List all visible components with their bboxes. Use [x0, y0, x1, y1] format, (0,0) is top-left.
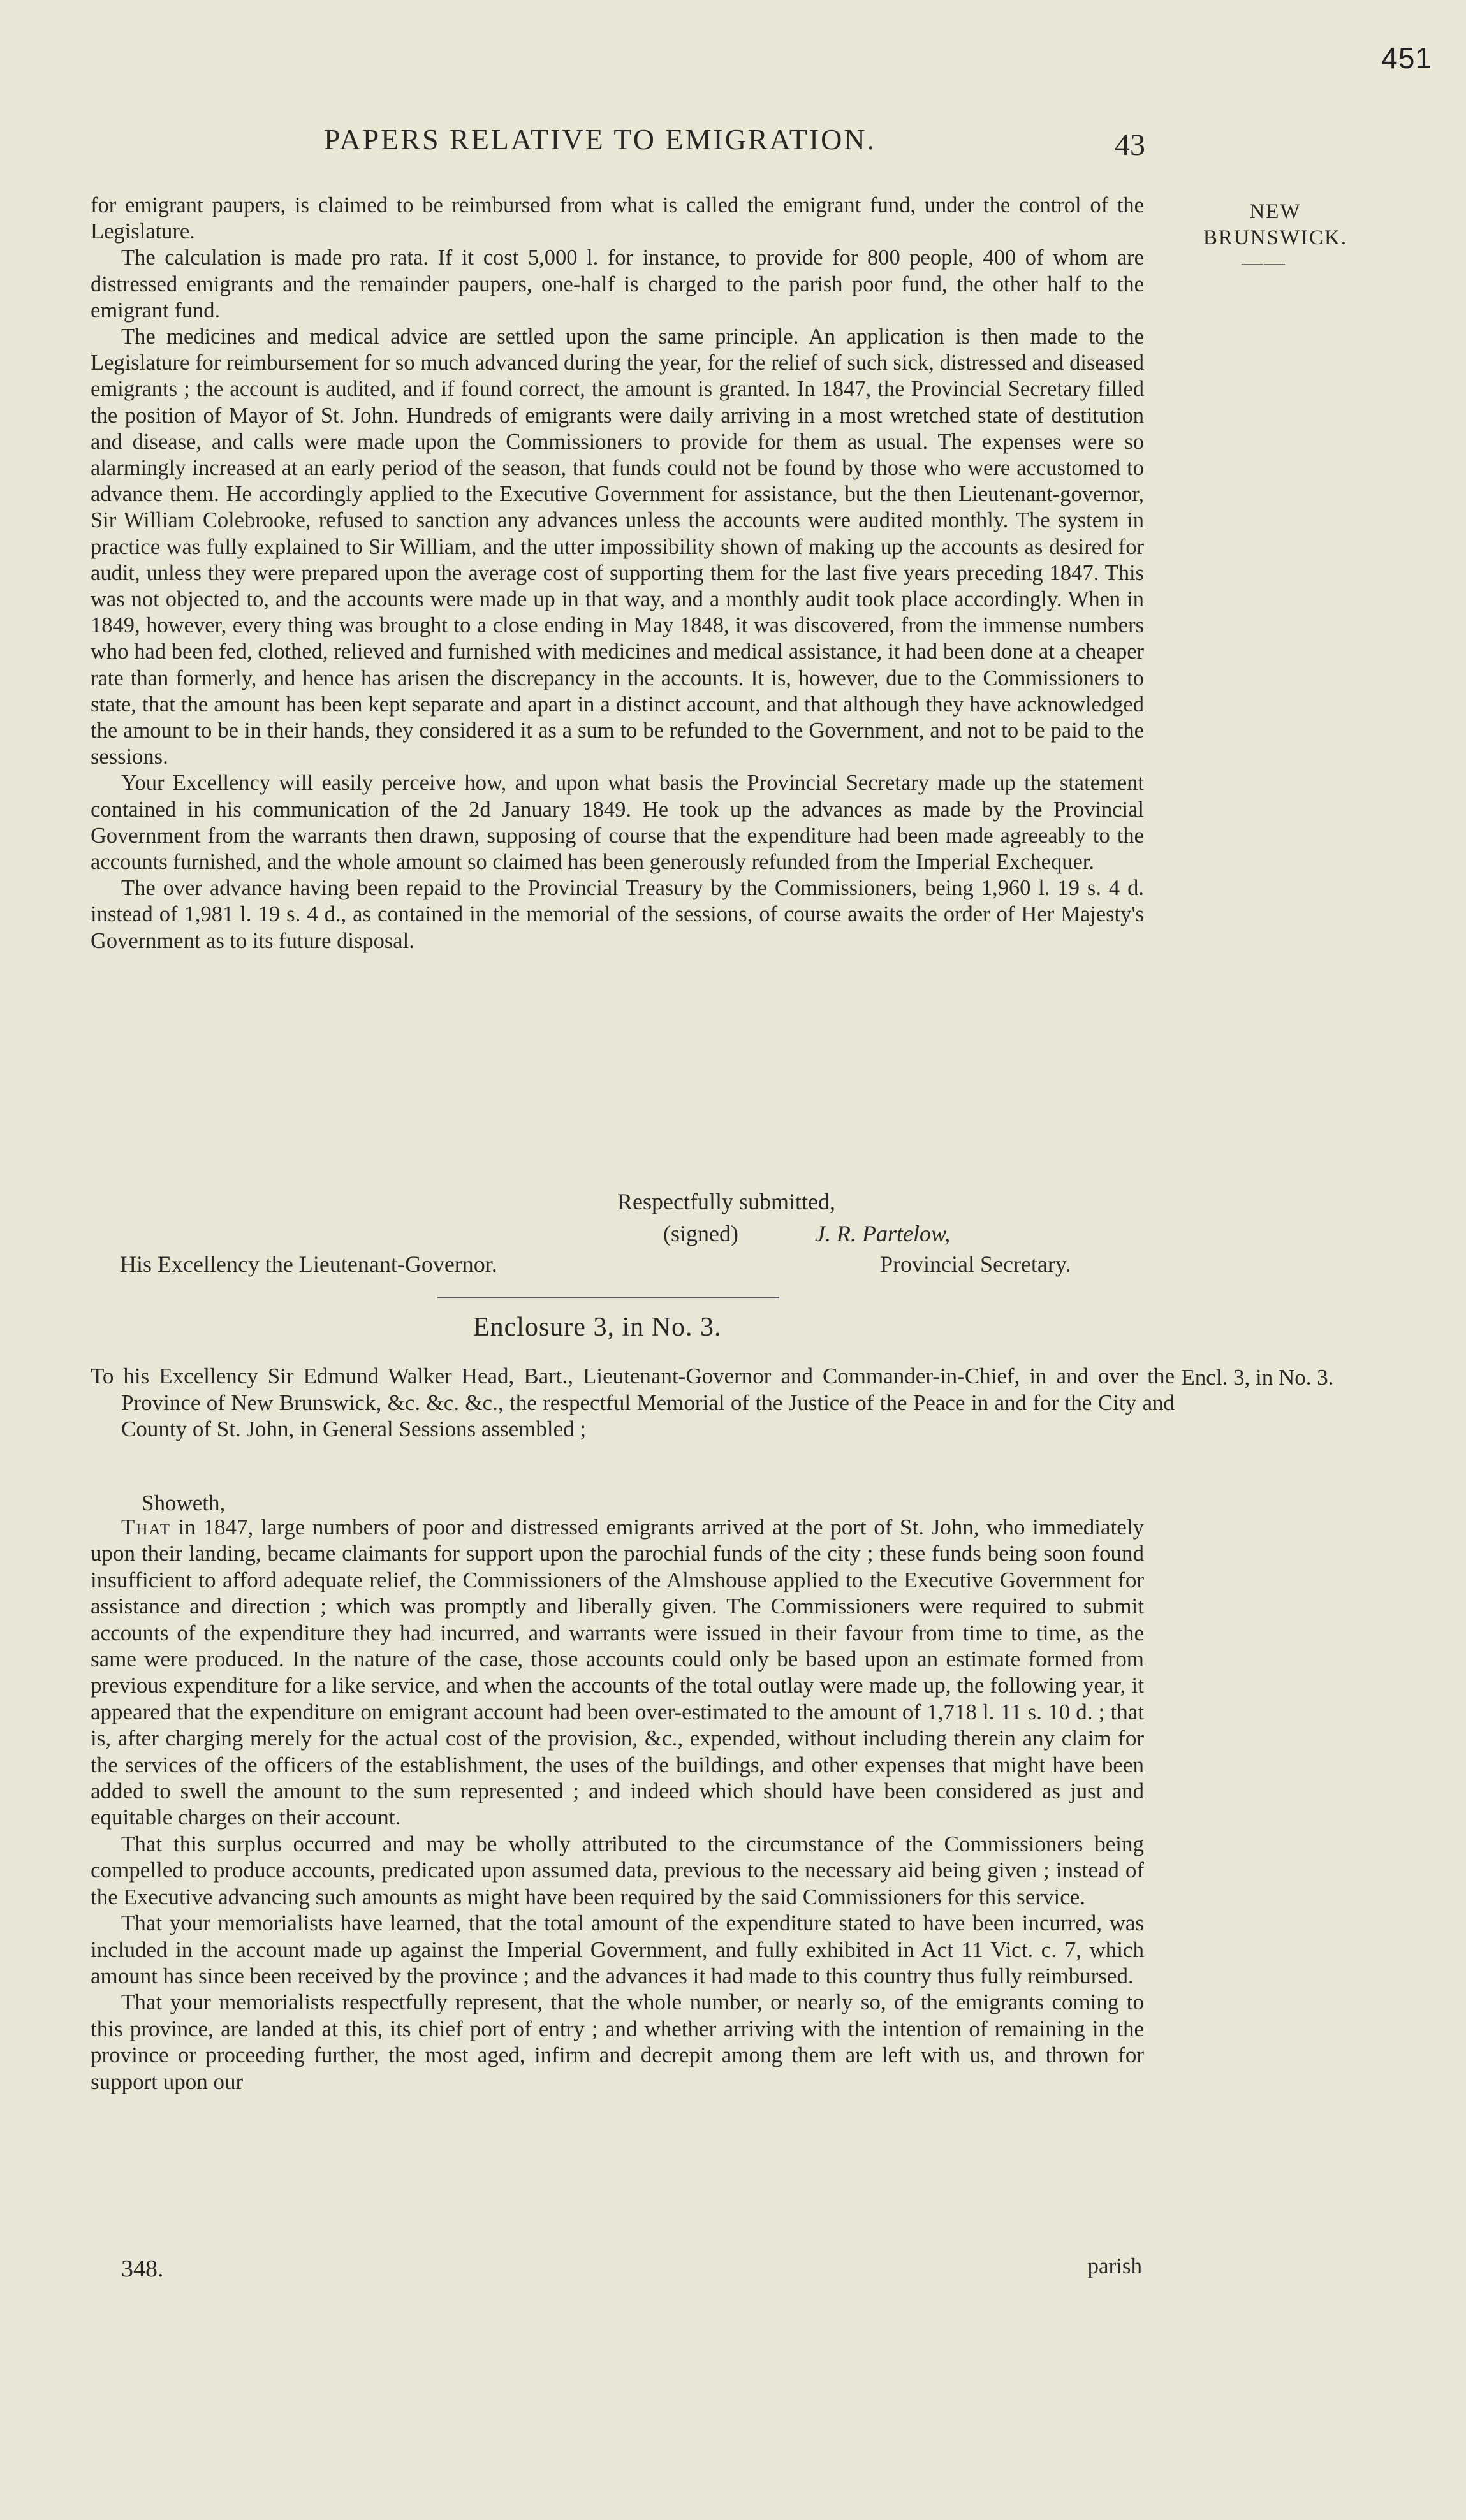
running-title: PAPERS RELATIVE TO EMIGRATION. — [324, 123, 877, 156]
memorial-paragraph: That your memorialists respectfully represent, that the whole number, or nearly so, of the emigrants coming to this province, are landed at this, its chief port of entry ; and whether arriving with the intention of remaining in the province or proceeding further, the most aged, infirm and decrepit among them are left with us, and thrown for support upon our — [91, 1990, 1144, 2094]
letter-paragraph: for emigrant paupers, is claimed to be reimbursed from what is called the emigrant fund, under the control of the Legislature. — [91, 193, 1144, 244]
catchword: parish — [1087, 2254, 1142, 2278]
letter-body — [91, 193, 1144, 954]
letter-paragraph: The over advance having been repaid to the Provincial Treasury by the Commissioners, being 1,960 l. 19 s. 4 d. instead of 1,981 l. 19 s. 4 d., as contained in the memorial of the sessions, of course awaits the order of Her Majesty's Government as to its future disposal. — [91, 876, 1144, 953]
letter-paragraph: The calculation is made pro rata. If it cost 5,000 l. for instance, to provide for 800 people, 400 of whom are distressed emigrants and the remainder paupers, one-half is charged to the parish poor fund, the other half to the emigrant fund. — [91, 245, 1144, 323]
margin-note-province: NEW BRUNSWICK. — [1203, 200, 1348, 249]
page-number: 43 — [1115, 128, 1145, 162]
margin-note-enclosure: Encl. 3, in No. 3. — [1181, 1365, 1334, 1390]
memorial-body — [91, 1514, 1144, 2095]
closing-line: Respectfully submitted, — [617, 1189, 835, 1214]
section-divider — [437, 1297, 779, 1298]
signatory-title: Provincial Secretary. — [880, 1251, 1071, 1277]
memorial-paragraph: in 1847, large numbers of poor and distressed emigrants arrived at the port of St. John, who immediately upon their landing, became claimants for support upon the parochial funds of the city ; these funds being soon found insufficient to afford adequate relief, the Commissioners of the Almshouse applied to the Executive Government for assistance and direction ; which was promptly and liberally given. The Commissioners were required to submit accounts of the expenditure they had incurred, and warrants were issued in their favour from time to time, as the same were produced. In the nature of the case, those accounts could only be based upon an estimate formed from previous expenditure for a like service, and when the accounts of the total outlay were made up, the following year, it appeared that the expenditure on emigrant account had been over-estimated to the amount of 1,718 l. 11 s. 10 d. ; that is, after charging merely for the actual cost of the provision, &c., expended, without including therein any claim for the services of the officers of the establishment, the uses of the buildings, and other expenses that might have been added to swell the amount to the sum represented ; and indeed which should have been considered as just and equitable charges on their account. — [91, 1515, 1145, 1830]
signed-label: (signed) — [663, 1221, 738, 1246]
first-word: That — [121, 1515, 171, 1540]
folio-number: 451 — [1381, 41, 1432, 75]
enclosure-heading: Enclosure 3, in No. 3. — [473, 1313, 722, 1342]
memorial-address: To his Excellency Sir Edmund Walker Head, Bart., Lieutenant-Governor and Commander-in-Chief, in and over the Province of New Brunswick, &c. &c. &c., the respectful Memorial of the Justice of the Peace in and for the City and County of St. John, in General Sessions assembled ; — [91, 1364, 1175, 1441]
signatory-name: J. R. Partelow, — [815, 1221, 951, 1246]
margin-note-dash: —— — [1242, 252, 1286, 275]
memorial-paragraph: That this surplus occurred and may be wholly attributed to the circumstance of the Commissioners being compelled to produce accounts, predicated upon assumed data, previous to the necessary aid being given ; instead of the Executive advancing such amounts as might have been required by the said Commissioners for this service. — [91, 1831, 1144, 1909]
showeth-line: Showeth, — [142, 1490, 226, 1515]
sheet-number: 348. — [121, 2255, 164, 2282]
addressee-line: His Excellency the Lieutenant-Governor. — [120, 1251, 497, 1277]
memorial-paragraph: That your memorialists have learned, that the total amount of the expenditure stated to have been incurred, was included in the account made up against the Imperial Government, and fully exhibited in Act 11 Vict. c. 7, which amount has since been received by the province ; and the advances it had made to this country thus fully reimbursed. — [91, 1911, 1144, 1988]
letter-paragraph: Your Excellency will easily perceive how, and upon what basis the Provincial Secretary made up the statement contained in his communication of the 2d January 1849. He took up the advances as made by the Provincial Government from the warrants then drawn, supposing of course that the expenditure had been made agreeably to the accounts furnished, and the whole amount so claimed has been generously refunded from the Imperial Exchequer. — [91, 771, 1144, 875]
letter-paragraph: The medicines and medical advice are settled upon the same principle. An application is then made to the Legislature for reimbursement for so much advanced during the year, for the relief of such sick, distressed and diseased emigrants ; the account is audited, and if found correct, the amount is granted. In 1847, the Provincial Secretary filled the position of Mayor of St. John. Hundreds of emigrants were daily arriving in a most wretched state of destitution and disease, and calls were made upon the Commissioners to provide for them as usual. The expenses were so alarmingly increased at an early period of the season, that funds could not be found by those who were accustomed to advance them. He accordingly applied to the Executive Government for assistance, but the then Lieutenant-governor, Sir William Colebrooke, refused to sanction any advances unless the accounts were audited monthly. The system in practice was fully explained to Sir William, and the utter impossibility shown of making up the accounts as desired for audit, unless they were prepared upon the average cost of supporting them for the last five years preceding 1847. This was not objected to, and the accounts were made up in that way, and a monthly audit took place accordingly. When in 1849, however, every thing was brought to a close ending in May 1848, it was discovered, from the immense numbers who had been fed, clothed, relieved and furnished with medicines and medical assistance, it had been done at a cheaper rate than formerly, and hence has arisen the discrepancy in the accounts. It is, however, due to the Commissioners to state, that the amount has been kept separate and apart in a distinct account, and that although they have acknowledged the amount to be in their hands, they considered it as a sum to be refunded to the Government, and not to be paid to the sessions. — [91, 324, 1144, 769]
